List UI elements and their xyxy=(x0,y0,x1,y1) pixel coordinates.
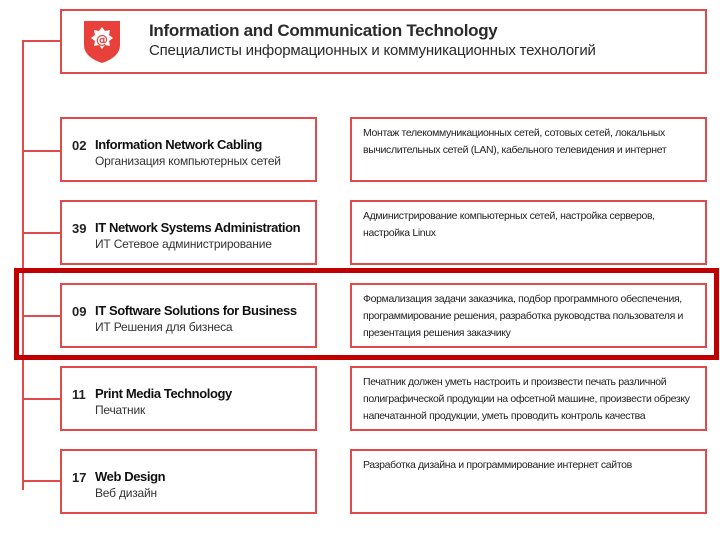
skill-code: 09 xyxy=(72,304,87,319)
skill-name-ru: Печатник xyxy=(95,403,146,417)
skill-desc-box-17 xyxy=(350,449,707,514)
skill-description: Разработка дизайна и программирование интернет сайтов xyxy=(363,459,632,471)
skill-box-39 xyxy=(60,200,317,265)
skill-desc-box-11 xyxy=(350,366,707,431)
skill-desc-box-39 xyxy=(350,200,707,265)
skill-code: 11 xyxy=(72,387,86,402)
skill-name-ru: ИТ Решения для бизнеса xyxy=(95,320,233,334)
skill-description: Формализация задачи заказчика, подбор программного обеспечения, программирование решения, разработка руководства пользователя и презентация решения заказчику xyxy=(363,293,683,339)
logo xyxy=(80,17,124,65)
page-subtitle: Специалисты информационных и коммуникационных технологий xyxy=(149,42,596,59)
connector-header xyxy=(22,40,60,42)
skill-name-en: Information Network Cabling xyxy=(95,137,262,152)
header-box xyxy=(60,9,707,74)
skill-code: 39 xyxy=(72,221,87,236)
connector-02 xyxy=(22,150,60,152)
connector-17 xyxy=(22,480,60,482)
svg-text:@: @ xyxy=(96,33,108,47)
skill-name-ru: Организация компьютерных сетей xyxy=(95,154,281,168)
skill-description: Администрирование компьютерных сетей, настройка серверов, настройка Linux xyxy=(363,210,655,239)
skill-desc-box-02 xyxy=(350,117,707,182)
skill-code: 17 xyxy=(72,470,87,485)
connector-11 xyxy=(22,398,60,400)
skill-box-11 xyxy=(60,366,317,431)
page-title: Information and Communication Technology xyxy=(149,21,498,40)
skill-name-en: Web Design xyxy=(95,469,166,484)
skill-description: Печатник должен уметь настроить и произвести печать различной полиграфической продукции на офсетной машине, произвести обрезку напечатанной продукции, уметь проводить контроль качества xyxy=(363,376,690,422)
skill-name-en: IT Network Systems Administration xyxy=(95,220,301,235)
skill-name-en: Print Media Technology xyxy=(95,386,232,401)
skill-name-en: IT Software Solutions for Business xyxy=(95,303,297,318)
connector-39 xyxy=(22,232,60,234)
skill-name-ru: ИТ Сетевое администрирование xyxy=(95,237,272,251)
skill-description: Монтаж телекоммуникационных сетей, сотовых сетей, локальных вычислительных сетей (LAN), кабельного телевидения и интернет xyxy=(363,127,667,156)
at-sign-shield-icon xyxy=(80,17,124,65)
skill-box-17 xyxy=(60,449,317,514)
highlight-frame-09 xyxy=(14,268,719,360)
tree-trunk-line xyxy=(22,40,24,490)
skill-code: 02 xyxy=(72,138,87,153)
skill-box-02 xyxy=(60,117,317,182)
skill-name-ru: Веб дизайн xyxy=(95,486,157,500)
